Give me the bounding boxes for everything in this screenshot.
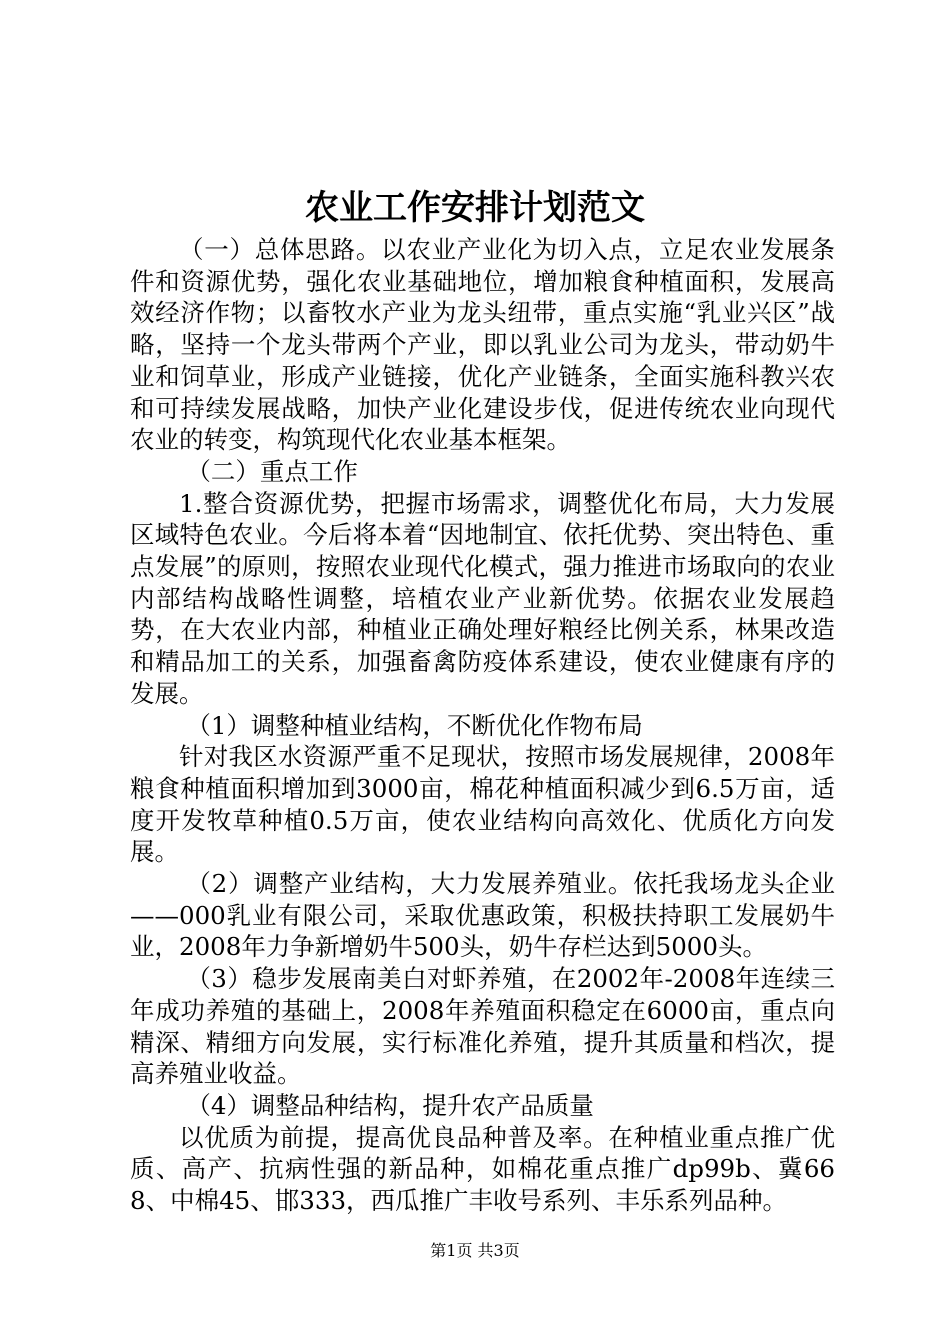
document-title: 农业工作安排计划范文: [305, 188, 645, 228]
paragraph-industry-structure: （2）调整产业结构，大力发展养殖业。依托我场龙头企业——000乳业有限公司，采取优惠政策，积极扶持职工发展奶牛业，2008年力争新增奶牛500头，奶牛存栏达到5000头。: [130, 869, 835, 962]
paragraph-planting-structure-heading: （1）调整种植业结构，不断优化作物布局: [186, 710, 643, 740]
paragraph-key-work-heading: （二）重点工作: [186, 456, 358, 486]
paragraph-shrimp-farming: （3）稳步发展南美白对虾养殖，在2002年-2008年连续三年成功养殖的基础上，2008年养殖面积稳定在6000亩，重点向精深、精细方向发展，实行标准化养殖，提升其质量和档次，提高养殖业收益。: [130, 964, 835, 1089]
paragraph-variety-structure: 以优质为前提，提高优良品种普及率。在种植业重点推广优质、高产、抗病性强的新品种，如棉花重点推广dp99b、冀668、中棉45、邯333，西瓜推广丰收号系列、丰乐系列品种。: [130, 1122, 835, 1216]
document-body: [130, 234, 835, 1217]
paragraph-variety-structure-heading: （4）调整品种结构，提升农产品质量: [186, 1090, 594, 1120]
paragraph-planting-structure: 针对我区水资源严重不足现状，按照市场发展规律，2008年粮食种植面积增加到3000亩，棉花种植面积减少到6.5万亩，适度开发牧草种植0.5万亩，使农业结构向高效化、优质化方向发展。: [130, 742, 835, 867]
paragraph-integrate-resources: 1.整合资源优势，把握市场需求，调整优化布局，大力发展区域特色农业。今后将本着“因地制宜、依托优势、突出特色、重点发展”的原则，按照农业现代化模式，强力推进市场取向的农业内部结构战略性调整，培植农业产业新优势。依据农业发展趋势，在大农业内部，种植业正确处理好粮经比例关系，林果改造和精品加工的关系，加强畜禽防疫体系建设，使农业健康有序的发展。: [130, 488, 835, 708]
paragraph-overall-approach: （一）总体思路。以农业产业化为切入点，立足农业发展条件和资源优势，强化农业基础地位，增加粮食种植面积，发展高效经济作物；以畜牧水产业为龙头纽带，重点实施“乳业兴区”战略，坚持一个龙头带两个产业，即以乳业公司为龙头，带动奶牛业和饲草业，形成产业链接，优化产业链条，全面实施科教兴农和可持续发展战略，加快产业化建设步伐，促进传统农业向现代农业的转变，构筑现代化农业基本框架。: [130, 235, 835, 455]
page-number-footer: 第1页 共3页: [430, 1241, 520, 1260]
